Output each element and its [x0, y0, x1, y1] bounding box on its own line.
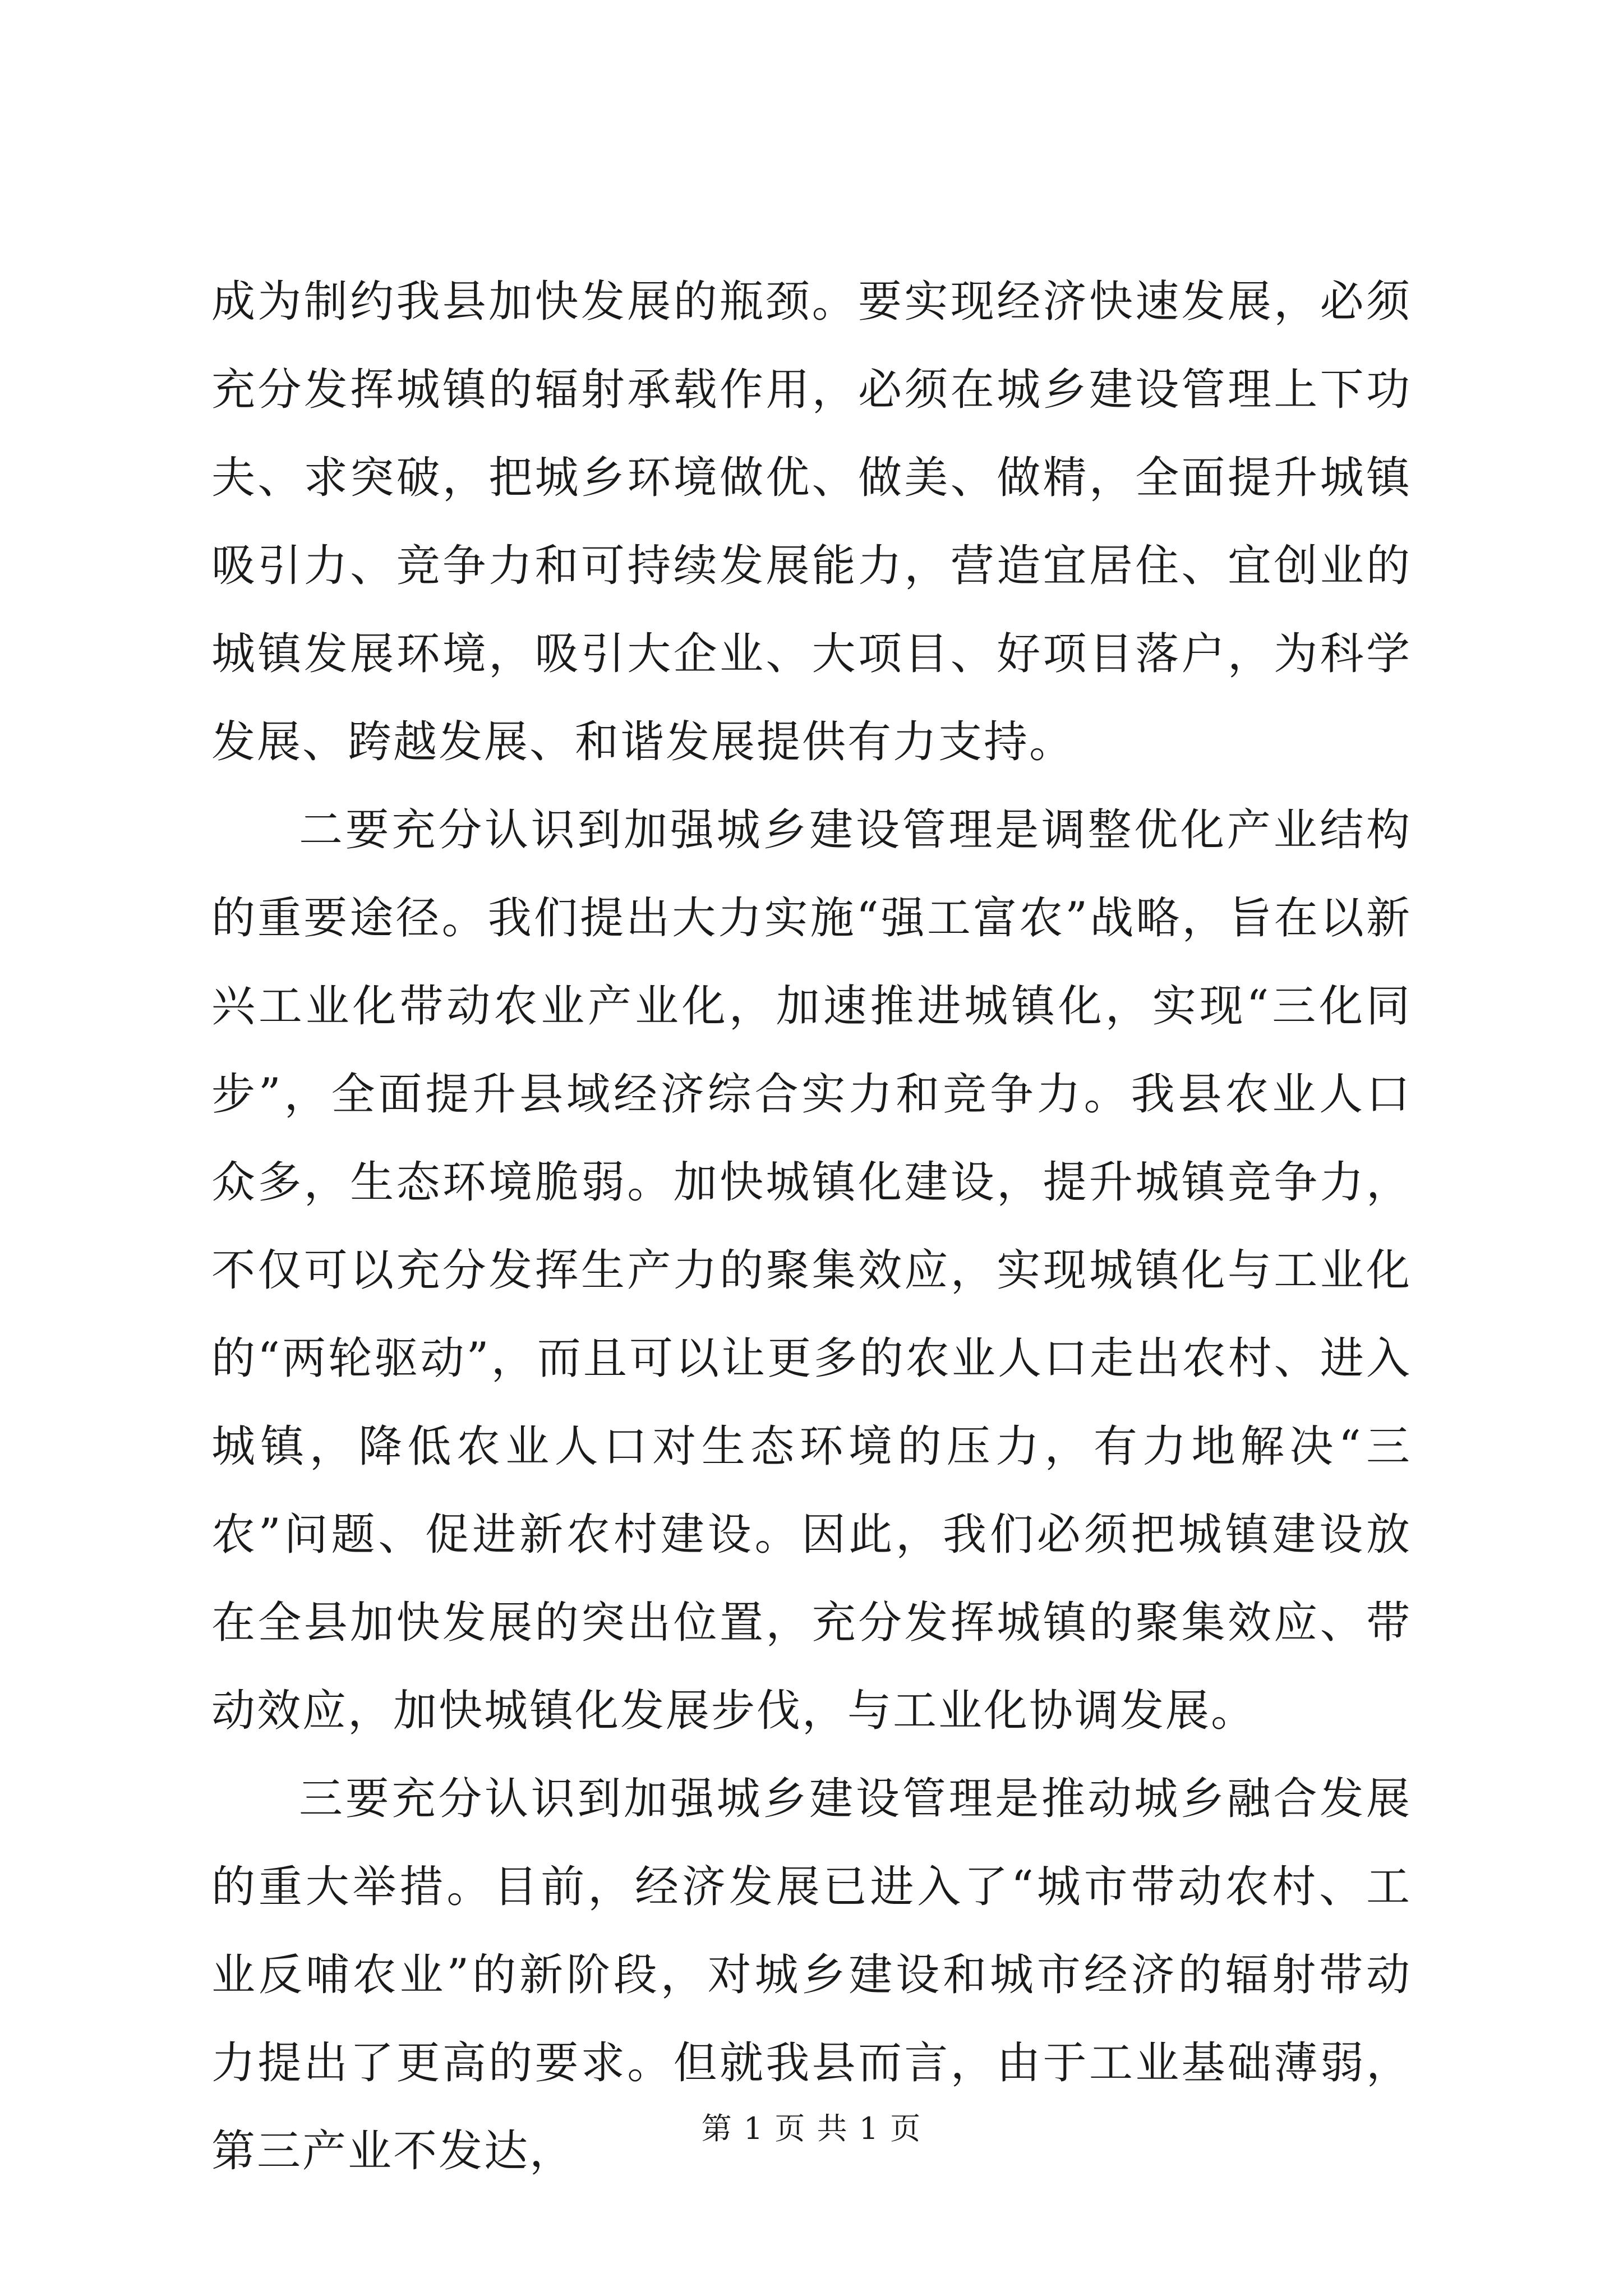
paragraph-2: 二要充分认识到加强城乡建设管理是调整优化产业结构的重要途径。我们提出大力实施“强工富农”战略，旨在以新兴工业化带动农业产业化，加速推进城镇化，实现“三化同步”，全面提升县域经济综合实力和竞争力。我县农业人口众多，生态环境脆弱。加快城镇化建设，提升城镇竞争力，不仅可以充分发挥生产力的聚集效应，实现城镇化与工业化的“两轮驱动”，而且可以让更多的农业人口走出农村、进入城镇，降低农业人口对生态环境的压力，有力地解决“三农”问题、促进新农村建设。因此，我们必须把城镇建设放在全县加快发展的突出位置，充分发挥城镇的聚集效应、带动效应，加快城镇化发展步伐，与工业化协调发展。 [211, 805, 1412, 1736]
paragraph-1: 成为制约我县加快发展的瓶颈。要实现经济快速发展，必须充分发挥城镇的辐射承载作用，必须在城乡建设管理上下功夫、求突破，把城乡环境做优、做美、做精，全面提升城镇吸引力、竞争力和可持续发展能力，营造宜居住、宜创业的城镇发展环境，吸引大企业、大项目、好项目落户，为科学发展、跨越发展、和谐发展提供有力支持。 [211, 277, 1412, 767]
document-body [211, 258, 1412, 2196]
page-footer: 第 1 页 共 1 页 [701, 2111, 922, 2146]
paragraph-3: 三要充分认识到加强城乡建设管理是推动城乡融合发展的重大举措。目前，经济发展已进入了“城市带动农村、工业反哺农业”的新阶段，对城乡建设和城市经济的辐射带动力提出了更高的要求。但就我县而言，由于工业基础薄弱，第三产业不发达， [211, 1774, 1412, 2177]
